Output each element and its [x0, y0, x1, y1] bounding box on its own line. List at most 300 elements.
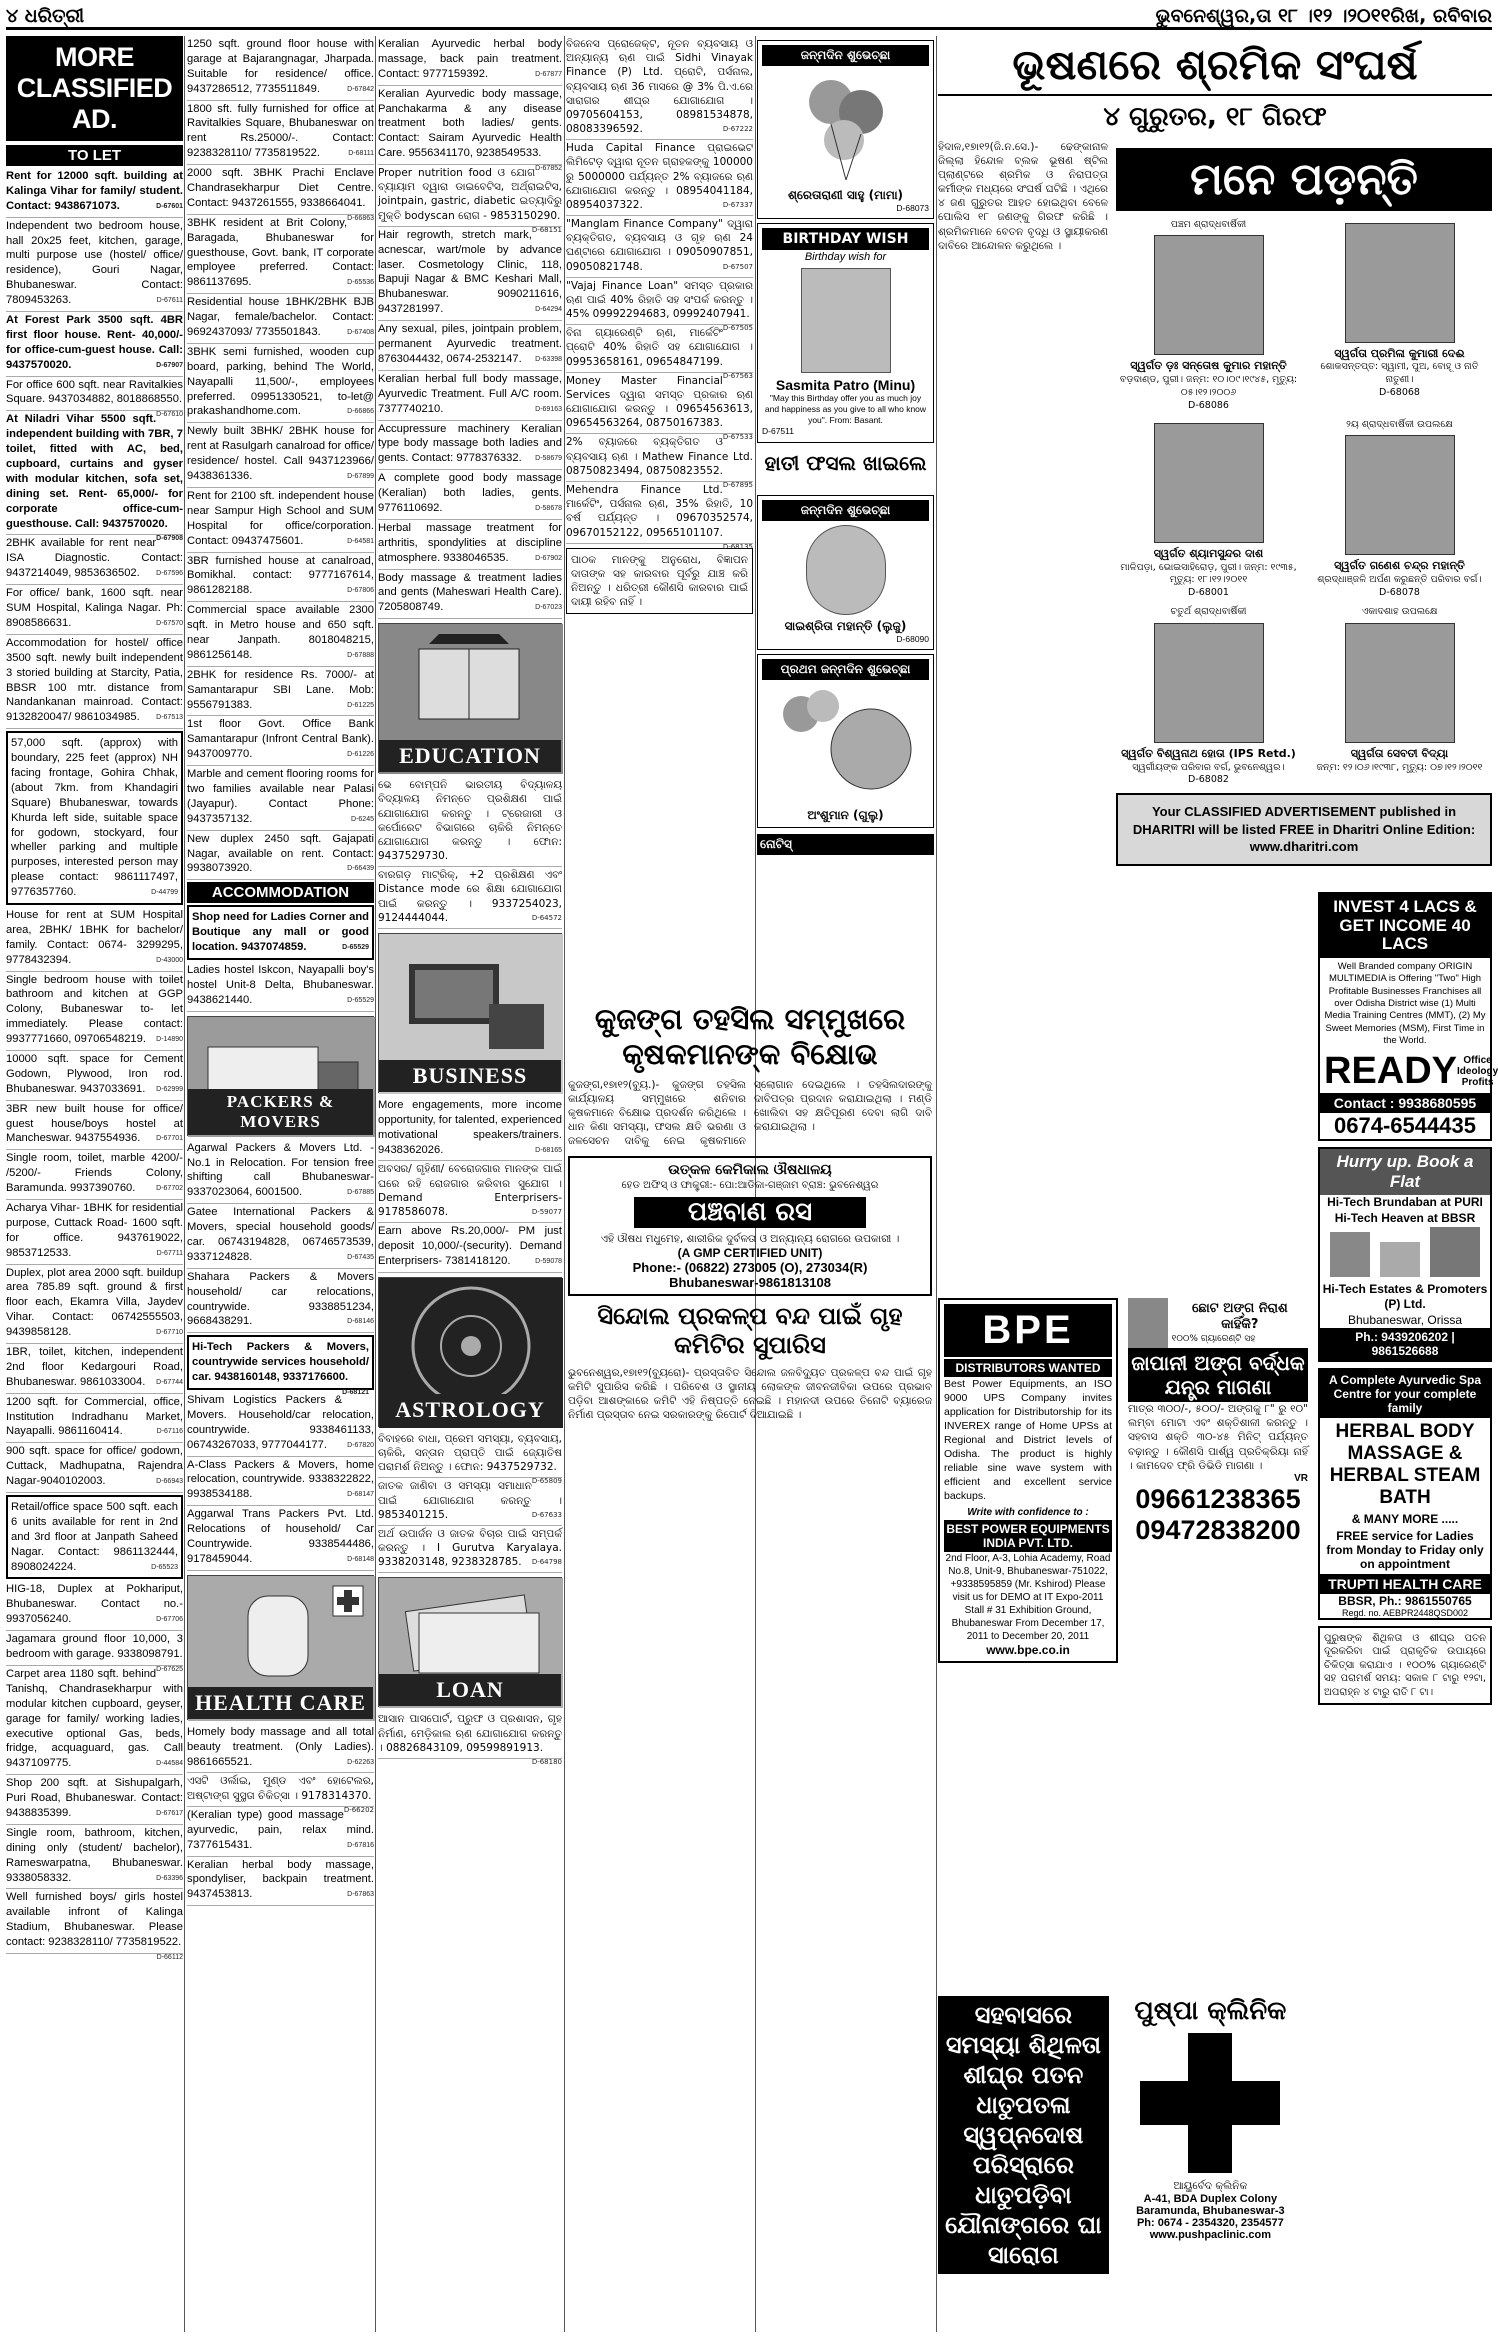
ad-code: D-61226	[347, 751, 374, 759]
clinic-website: www.pushpaclinic.com	[1149, 2229, 1271, 2242]
child-photo	[806, 525, 886, 615]
accommodation-heading: ACCOMMODATION	[187, 882, 374, 903]
obituary-name: ସ୍ୱର୍ଗତ ଡ଼ଃ ସନ୍ତୋଷ କୁମାର ମହାନ୍ତି	[1130, 359, 1287, 373]
column-3	[378, 36, 562, 2332]
ad-code: D-67744	[156, 1378, 183, 1386]
classified-ad	[6, 1265, 183, 1344]
ad-text: ଏସଟି ଓର୍ଲାଇ, ମୁଣ୍ଡ ଏବଂ ହୋଟେଲର, ଅଷ୍ଟାଙ୍ଗ ସୁସ୍ଥତା ଚିକିତ୍ସା । 9178314370.	[187, 1775, 374, 1802]
ad-text: More engagements, more income opportunity, for talented, experienced motivational speakers/trainers. 9438362026.	[378, 1098, 562, 1156]
classified-ad	[566, 140, 753, 216]
packers-ads	[187, 1140, 374, 1334]
ad-text: 2% ବ୍ୟାଜରେ ବ୍ୟକ୍ତିଗତ ଓ ବ୍ୟବସାୟ ଋଣ । Mathew Finance Ltd. 08750823494, 08750823552.	[566, 436, 753, 477]
ad-code: VR	[1294, 1472, 1308, 1484]
obituary-code: D-68001	[1188, 587, 1229, 599]
obituary-name: ସ୍ୱର୍ଗତା ସେବତୀ ବିଦ୍ୟା	[1350, 746, 1449, 760]
bpe-address: 2nd Floor, A-3, Lohia Academy, Road No.8, Unit-9, Bhubaneswar-751022, +9338595859 (Mr. Kshirod) Please visit us for DEMO at IT Expo-2011 Stall # 31 Exhibition Ground, Bhubaneswar From December 17, 2011 to December 20, 2011	[945, 1552, 1111, 1642]
ad-code: D-64572	[531, 913, 562, 922]
pushpa-clinic-ad	[938, 1996, 1308, 2274]
classified-ad	[6, 1825, 183, 1890]
column-1	[6, 36, 183, 2332]
write-to: Write with confidence to :	[967, 1506, 1089, 1518]
astrology-label: ASTROLOGY	[379, 1394, 561, 1426]
ad-text: Carpet area 1180 sqft. behind Tanishq, Chandrasekharpur with modular kitchen cupboard, geyser, garage for family/ working ladies, executive optional Gas, beds, fridge, acquaguard, gas. Call 9437109775.	[6, 1667, 183, 1770]
classified-ad	[378, 867, 562, 929]
ad-text: 10000 sqft. space for Cement Godown, Plywood, Iron rod. Bhubaneswar. 9437033691.	[6, 1052, 183, 1095]
ad-code: D-67513	[156, 714, 183, 722]
ad-code: D-67611	[156, 297, 183, 305]
classified-ad	[378, 1223, 562, 1273]
ad-text: Duplex, plot area 2000 sqft. buildup area 785.89 sqft. ground & first floor each, Ekamra Villa, Jaydev Vihar. Contact: 06742555503, 9439858128.	[6, 1266, 183, 1339]
classified-ad	[187, 1269, 374, 1334]
ad-text: ବିଜନେସ ପ୍ରୋଜେକ୍ଟ, ନୂତନ ବ୍ୟବସାୟ ଓ ଅନ୍ୟାନ୍ୟ ଋଣ ପାଇଁ Sidhi Vinayak Finance (P) Ltd. ପ୍ରୋଟି, ପର୍ସନାଲ, ବ୍ୟବସାୟ ଋଣ 36 ମାସରେ @ 3% ପି.ଏ.ରେ ସାରାଗର ଶୀଘ୍ର ଯୋଗାଯୋଗ । 09705604153, 08981534878, 08083396592.	[566, 38, 753, 136]
classified-ad	[378, 520, 562, 570]
classified-ad	[6, 1344, 183, 1394]
ad-code: D-65529	[347, 996, 374, 1004]
ad-text: ଅର୍ଥ ଉପାର୍ଜନ ଓ ଜାତକ ବିଚାର ପାଇଁ ସମ୍ପର୍କ କରନ୍ତୁ । I Gurutva Karyalaya. 9338203148, 9238328785.	[378, 1527, 562, 1569]
flat-line-1: Hi-Tech Brundaban at PURI	[1327, 1195, 1483, 1210]
ad-code: D-68165	[535, 1146, 562, 1154]
ad-code: D-59077	[531, 1207, 562, 1216]
ad-text: 1st floor Govt. Office Bank Samantarapur (Infront Central Bank). 9437009770.	[187, 718, 374, 761]
birthday-wish-2	[757, 495, 934, 650]
classified-ad	[187, 905, 374, 960]
ad-code: D-68090	[896, 633, 929, 644]
ad-text: For office/ bank, 1600 sqft. near SUM Hospital, Kalinga Nagar. Ph: 8908586631.	[6, 587, 183, 629]
ad-code: D-67711	[156, 1249, 183, 1257]
notice-heading: ନୋଟିସ୍	[757, 834, 934, 855]
ad-text: Rent for 12000 sqft. building at Kalinga Vihar for family/ student. Contact: 9438671073.	[6, 170, 183, 212]
ad-code: D-67895	[722, 480, 753, 489]
packers-ads-2	[187, 1392, 374, 1571]
classified-ad	[6, 1101, 183, 1151]
ad-text: Agarwal Packers & Movers Ltd. - No.1 in Relocation. For tension free shifting call Bhubaneswar- 9337023064, 6001500.	[187, 1141, 374, 1199]
education-banner	[378, 623, 562, 773]
ad-code: D-67222	[722, 125, 753, 134]
reader-notice: ପାଠକ ମାନଙ୍କୁ ଅନୁରୋଧ, ବିଜ୍ଞାପନ ଦାତାଙ୍କ ସହ କାରବାର ପୂର୍ବରୁ ଯାଞ୍ଚ କରି ନିଅନ୍ତୁ । ଧରିତ୍ରୀ କୌଣସି କାରବାର ପାଇଁ ଦାୟୀ ରହିବ ନାହିଁ ।	[566, 548, 753, 615]
obituary-title: ଏକାଦଶାହ ଉପଲକ୍ଷେ	[1361, 605, 1438, 617]
classified-ad	[378, 86, 562, 173]
ad-question: ଛୋଟ ଅଙ୍ଗ ନିରାଶ କାହିଁକି?	[1191, 1301, 1288, 1332]
ad-text: "Manglam Finance Company" ଦ୍ୱାରା ବ୍ୟକ୍ତିଗତ, ବ୍ୟବସାୟ ଓ ଗୃହ ଋଣ 24 ଘଣ୍ଟାରେ ଯୋଗାଯୋଗ । 09050907851, 09050821748.	[566, 218, 753, 273]
ad-text: Single room, toilet, marble 4200/- /5200/- Friends Colony, Baramunda. 9937390760.	[6, 1152, 183, 1195]
obituary-card	[1116, 219, 1301, 413]
portrait-photo	[1345, 435, 1455, 555]
utkal-chemical-ad	[568, 1156, 932, 1296]
ad-text: Ladies hostel Iskcon, Nayapalli boy's hostel Unit-8 Delta, Bhubaneswar. 9438621440.	[187, 963, 374, 1006]
classified-ad	[187, 1457, 374, 1507]
ad-code: D-67702	[156, 1185, 183, 1193]
obituary-title: ଚତୁର୍ଥ ଶ୍ରାଦ୍ଧବାର୍ଷିକୀ	[1170, 605, 1247, 617]
ad-code: D-59078	[535, 1257, 562, 1265]
flat-ad	[1318, 1147, 1492, 1362]
ad-text: Jagamara ground floor 10,000, 3 bedroom with garage. 9338098791.	[6, 1633, 183, 1661]
person-nickname: (Minu)	[873, 377, 916, 394]
ad-code: D-67511	[762, 426, 794, 437]
ad-text: At Forest Park 3500 sqft. 4BR first floor house. Rent- 40,000/- for office-cum-guest house. Call: 9437570020.	[6, 314, 183, 371]
classified-ad	[187, 716, 374, 766]
news-story: ଭୁବନେଶ୍ୱର,୧୭ା୧୨(ବ୍ୟୁରୋ)- ପ୍ରସ୍ତାବିତ ସିନ୍ଦୋଲ ଜଳବିଦ୍ୟୁତ ପ୍ରକଳ୍ପ ବନ୍ଦ ପାଇଁ ଗୃହ କମିଟି ସୁପାରିସ କରିଛି । ପରିବେଶ ଓ ସ୍ଥାନୀୟ ଲୋକଙ୍କ ଜୀବନଜୀବିକା ଉପରେ ପ୍ରଭାବ ପଡ଼ିବା ଆଶଙ୍କାରେ କମିଟି ଏହି ନିଷ୍ପତ୍ତି ନେଇଛି । ମହାନଦୀ ଉପରେ ତିନୋଟି ବ୍ୟାରେଜ ନିର୍ମାଣ ପ୍ରସ୍ତାବ ନେଇ ସରକାରଙ୍କୁ ରିପୋର୍ଟ ଦିଆଯାଇଛି ।	[568, 1366, 932, 1422]
ad-text: Keralian herbal full body massage, Ayurvedic Treatment. Full A/C room. 7377740210.	[378, 372, 562, 415]
phone: Phone:- (06822) 273005 (O), 273034(R)	[632, 1260, 868, 1276]
ad-text: (Keralian type) good massage ayurvedic, pain, relax mind. 7377615431.	[187, 1808, 374, 1851]
ad-text: Aggarwal Trans Packers Pvt. Ltd. Relocations of household/ Car Countrywide. 9338544486, 9178459044.	[187, 1508, 374, 1565]
spa-free-offer: FREE service for Ladies from Monday to Friday only on appointment	[1326, 1528, 1484, 1571]
ad-code: D-67625	[156, 1665, 183, 1673]
classified-ad	[187, 1506, 374, 1571]
classified-ad	[187, 1773, 374, 1814]
portrait-photo	[1154, 623, 1264, 743]
classified-ad	[6, 312, 183, 377]
dateline: ଭୁବନେଶ୍ୱର,ତା ୧୮ ।୧୨ ।୨୦୧୧ରିଖ, ରବିବାର	[1155, 4, 1492, 27]
ad-text: Keralian Ayurvedic body massage, Panchakarma & any disease treatment both ladies/ gents. Contact: Sairam Ayurvedic Health Care. 9556341170, 9238549533.	[378, 87, 562, 160]
classified-ad	[187, 602, 374, 667]
classified-ad	[187, 1392, 374, 1457]
clinic-type: ଆୟୁର୍ବେଦ କ୍ଲିନିକ	[1173, 2180, 1248, 2193]
spa-services: HERBAL BODY MASSAGE & HERBAL STEAM BATH	[1329, 1421, 1481, 1508]
obituary-card	[1307, 606, 1492, 787]
ad-text: 2BHK available for rent near ISA Diagnostic. Contact: 9437214049, 9853636502.	[6, 537, 183, 580]
classified-ad	[6, 731, 183, 905]
ad-code: D-67863	[347, 1891, 374, 1899]
ad-text: Commercial space available 2300 sqft. in Metro house and 650 sqft. near Janpath. 8018048215, 9861256148.	[187, 604, 374, 661]
news-headline: କୁଜଙ୍ଗ ତହସିଲ ସମ୍ମୁଖରେ କୃଷକମାନଙ୍କ ବିକ୍ଷୋଭ	[594, 1002, 906, 1071]
wish-title: ଜନ୍ମଦିନ ଶୁଭେଚ୍ଛା	[762, 500, 929, 521]
ad-code: D-67852	[535, 165, 562, 173]
classified-ad	[187, 1204, 374, 1269]
lead-subheadline: ୪ ଗୁରୁତର, ୧୮ ଗିରଫ	[1103, 102, 1327, 133]
spa-name: TRUPTI HEALTH CARE	[1320, 1574, 1490, 1594]
ad-text: Gatee International Packers & Movers, special household goods/ car. 06743194828, 06746573539, 9337124828.	[187, 1206, 374, 1263]
obituary-card	[1116, 606, 1301, 787]
obituary-text: ମାଳିପଡ଼ା, ଭୋଇସାହିରୋଡ଼, ପୁରୀ। ଜନ୍ମ: ୧୯୩୫, ମୃତ୍ୟୁ: ୧୮।୧୨।୨୦୧୧	[1120, 561, 1297, 586]
classified-ad	[187, 165, 374, 222]
column-rule	[564, 36, 565, 2332]
loan-banner	[378, 1577, 562, 1707]
ad-text: ଜାତକ ଜାଣିବା ଓ ସମସ୍ୟା ସମାଧାନ ପାଇଁ ଯୋଗାଯୋଗ କରନ୍ତୁ । 9853401215.	[378, 1480, 562, 1521]
product-photo	[1128, 1298, 1168, 1348]
ad-code: D-67408	[347, 329, 374, 337]
ad-code: D-44799	[151, 889, 178, 897]
spa-heading: A Complete Ayurvedic Spa Centre for your complete family	[1320, 1370, 1490, 1418]
ad-code: D-62263	[347, 1758, 374, 1766]
ad-text: 57,000 sqft. (approx) with boundary, 225 feet (approx) NH facing frontage, Gohira Chhak, (about 7km. from Khandagiri Square) Bhubaneswar, towards Khurda left side, suitable space for godown, stockyard, four wheller parking and multiple purposes, interested person may please contact: 9861117497, 9776357760.	[11, 737, 178, 899]
classified-ad	[187, 667, 374, 717]
ad-code: D-61225	[347, 701, 374, 709]
ad-code: D-66439	[347, 865, 374, 873]
ad-text: Acharya Vihar- 1BHK for residential purpose, Cuttack Road- 1600 sqft. for office. 9437619022, 9853712533.	[6, 1202, 183, 1259]
ad-code: D-69163	[535, 405, 562, 413]
lead-story: ହିଦାଳ,୧୭ା୧୨(ଜି.ନ.ସେ.)- ଢେଙ୍କାନାଳ ଜିଲ୍ଲା ହିନ୍ଦୋଳ ବ୍ଲକ ଭୂଷଣ ଷ୍ଟିଲ ପ୍ଲାଣ୍ଟରେ ଶ୍ରମିକ ଓ ନିରାପତ୍ତା କର୍ମୀଙ୍କ ମଧ୍ୟରେ ସଂଘର୍ଷ ଘଟିଛି । ଏଥିରେ ୪ ଜଣ ଗୁରୁତର ଆହତ ହୋଇଥିବା ବେଳେ ପୋଲିସ ୧୮ ଜଣଙ୍କୁ ଗିରଫ କରିଛି । ଶ୍ରମିକମାନେ ବେତନ ବୃଦ୍ଧି ଓ ସ୍ଥାୟୀକରଣ ଦାବିରେ ଆନ୍ଦୋଳନ କରୁଥିଲେ ।	[938, 140, 1108, 252]
obituary-text: ଶୋକସନ୍ତପ୍ତ: ସ୍ୱାମୀ, ପୁଅ, ବୋହୂ ଓ ନାତି ନାତୁଣୀ।	[1320, 361, 1479, 386]
ad-code: D-67888	[347, 651, 374, 659]
ad-code: D-6245	[351, 815, 374, 823]
classified-ad	[378, 1161, 562, 1223]
ad-code: D-67710	[156, 1329, 183, 1337]
obituary-text: ଜନ୍ମ: ୧୨।୦୬।୧୯୩୮, ମୃତ୍ୟୁ: ୦୭।୧୨।୨୦୧୧	[1316, 761, 1483, 773]
ad-text: Homely body massage and all total beauty treatment. (Only Ladies). 9861665521.	[187, 1725, 374, 1768]
classified-ad	[378, 570, 562, 620]
ad-text: Shop 200 sqft. at Sishupalgarh, Puri Road, Bhubaneswar. Contact: 9438835399.	[6, 1777, 183, 1819]
business-label: BUSINESS	[379, 1060, 561, 1092]
ad-text: Rent for 2100 sft. independent house near Sampur High School and SUM Hospital for office/corporation. Contact: 09437475601.	[187, 489, 374, 547]
classified-ad	[378, 371, 562, 421]
ad-code: D-65529	[342, 944, 369, 952]
portrait-photo	[801, 268, 891, 373]
invest-heading: INVEST 4 LACS & GET INCOME 40 LACS	[1320, 894, 1490, 958]
ad-body: ମାତ୍ର ୩୦୦/-, ୫୦୦/- ଅଙ୍ଗକୁ ୮" ରୁ ୧୦" ଲମ୍ବା ମୋଟା ଏବଂ ଶକ୍ତିଶାଳୀ କରନ୍ତୁ । ସହବାସ ଶକ୍ତି ୩୦-୪୫ ମିନିଟ୍ ପର୍ଯ୍ୟନ୍ତ ବଢ଼ାନ୍ତୁ । କୌଣସି ପାର୍ଶ୍ୱ ପ୍ରତିକ୍ରିୟା ନାହିଁ । କାମଦେବ ଫ୍ରି ଡିଭିଡି ମାଗଣା ।	[1128, 1403, 1308, 1472]
ad-text: Shivam Logistics Packers & Movers. Household/car relocation, countrywide. 9338461133, 06743267033, 9777044177.	[187, 1394, 374, 1451]
classified-ad	[6, 635, 183, 729]
portrait-photo	[1345, 223, 1455, 343]
classified-ad	[378, 165, 562, 234]
ad-text: Body massage & treatment ladies and gents (Maheswari Health Care). 7205808749.	[378, 571, 562, 614]
classified-ad	[6, 1889, 183, 1961]
ad-code: D-64294	[535, 306, 562, 314]
classified-ad	[187, 1140, 374, 1205]
portrait-photo	[1345, 623, 1455, 743]
health-ads	[187, 1724, 374, 1906]
business-banner	[378, 933, 562, 1093]
lower-news-block	[568, 1002, 932, 2332]
birthday-wish-sasmita	[757, 223, 934, 442]
obituary-title: ପଞ୍ଚମ ଶ୍ରାଦ୍ଧବାର୍ଷିକୀ	[1170, 218, 1247, 230]
phone-2: 09472838200	[1135, 1514, 1301, 1545]
ad-text: Proper nutrition food ଓ ଯୋଗ ବ୍ୟାୟାମ ଦ୍ୱାରା ଡାଇବେଟିସ, ଅର୍ଥ୍ରାଇଟିସ, jointpain, gastric, diabetic ଇତ୍ୟାଦିରୁ ମୁକ୍ତି bodyscan ରୋଗ - 9853150290.	[378, 167, 562, 222]
ad-text: For office 600 sqft. near Ravitalkies Square. 9437034882, 8018868550.	[6, 378, 183, 406]
remembrance-heading: ମନେ ପଡ଼ନ୍ତି	[1116, 148, 1492, 211]
product-name: ପଞ୍ଚବାଣ ରସ	[634, 1197, 866, 1228]
medical-cross-icon	[1140, 2033, 1280, 2173]
classified-ad	[187, 423, 374, 488]
astrology-ads	[378, 1431, 562, 1574]
ad-code: D-62999	[156, 1085, 183, 1093]
ad-text: House for rent at SUM Hospital area, 2BHK/ 1BHK for bachelor/ family. Contact: 0674- 3299295, 9778432394.	[6, 908, 183, 966]
ayurvedic-spa-ad	[1318, 1368, 1492, 1619]
classified-ad	[187, 766, 374, 831]
ad-code: D-67633	[531, 1510, 562, 1519]
bpe-website: www.bpe.co.in	[986, 1642, 1070, 1657]
page-header	[6, 4, 1492, 30]
distributors-wanted: DISTRIBUTORS WANTED	[944, 1359, 1112, 1377]
ad-text: Newly built 3BHK/ 2BHK house for rent at Rasulgarh canalroad for office/ residence/ hostel. Call 9437123966/ 9438361336.	[187, 425, 374, 483]
right-ads-stack	[1318, 886, 1498, 1705]
wish-subtitle: Birthday wish for	[804, 251, 887, 264]
ad-code: D-64798	[531, 1558, 562, 1567]
ad-code: D-67902	[535, 554, 562, 562]
ad-code: D-67908	[156, 535, 183, 543]
obituary-card	[1307, 219, 1492, 413]
classified-ad	[378, 1097, 562, 1162]
ad-text: 3BR furnished house at canalroad, Bomikhal. contact: 9777167614, 9861282188.	[187, 554, 374, 597]
obituary-text: ସ୍ୱର୍ଗୀୟଙ୍କ ପରିବାର ବର୍ଗ, ଭୁବନେଶ୍ୱର।	[1132, 761, 1285, 773]
ad-text: Herbal massage treatment for arthritis, spondylities at discipline atmosphere. 9338046535.	[378, 521, 562, 564]
packers-label: PACKERS & MOVERS	[188, 1089, 373, 1135]
ad-code: D-67816	[347, 1841, 374, 1849]
classified-ad	[6, 907, 183, 972]
birthday-wish-1	[757, 40, 934, 219]
ad-text: Shop need for Ladies Corner and Boutique any mall or good location. 9437074859.	[192, 911, 369, 954]
astrology-banner	[378, 1277, 562, 1427]
to-let-ads	[6, 168, 183, 1961]
classified-ad	[187, 36, 374, 101]
ad-subheading: ହେଡ ଅଫିସ୍ ଓ ଫାକ୍ଟ୍ରୀ:- ପୋ:ଆଡିକା-ଗଞ୍ଜାମ ବ୍ରାଞ୍ଚ: ଭୁବନେଶ୍ୱର	[621, 1180, 879, 1192]
ad-code: D-67877	[535, 70, 562, 78]
ad-code: D-63398	[535, 355, 562, 363]
clinic-phone: Ph: 0674 - 2354320, 2354577	[1136, 2217, 1284, 2230]
classified-ad	[6, 377, 183, 419]
classified-ad	[6, 411, 183, 543]
ad-code: D-64581	[347, 537, 374, 545]
column-2	[187, 36, 374, 2332]
invest-contact: Contact : 9938680595	[1320, 1093, 1490, 1113]
ad-text: Keralian herbal body massage, spondyliser, backpain treatment. 9437453813.	[187, 1858, 374, 1901]
classified-ad	[378, 36, 562, 86]
portrait-photo	[1154, 235, 1264, 355]
first-birthday-wish	[757, 654, 934, 828]
obituary-card	[1307, 419, 1492, 600]
health-ads-continued	[378, 36, 562, 619]
flat-line-2: Hi-Tech Heaven at BBSR	[1334, 1211, 1476, 1226]
classified-ad	[566, 36, 753, 140]
ad-code: D-67505	[722, 324, 753, 333]
ad-code: D-67116	[156, 1428, 183, 1436]
classified-ad	[6, 1443, 183, 1493]
business-ads	[378, 1097, 562, 1273]
classified-ad	[6, 1581, 183, 1631]
ad-code: D-66943	[156, 1478, 183, 1486]
ad-heading: ଜାପାନୀ ଅଙ୍ଗ ବର୍ଦ୍ଧକ ଯନ୍ତ୍ର ମାଗଣା	[1128, 1348, 1308, 1402]
page-number: ୪ ଧରିତ୍ରୀ	[6, 4, 85, 27]
ad-code: D-67617	[156, 1809, 183, 1817]
classified-ad	[6, 168, 183, 218]
classified-ad	[566, 278, 753, 333]
classified-ad	[6, 1495, 183, 1579]
classified-ad	[187, 488, 374, 553]
column-rule	[936, 36, 937, 2332]
ad-code: D-67907	[156, 361, 183, 369]
column-rule	[184, 36, 185, 2332]
ad-text: 900 sqft. space for office/ godown, Cuttack, Madhupatna, Rajendra Nagar-9040102003.	[6, 1445, 183, 1488]
to-let-heading: TO LET	[6, 145, 183, 166]
ad-text: New duplex 2450 sqft. Gajapati Nagar, available on rent. Contact: 9938073920.	[187, 832, 374, 875]
classified-ad	[187, 344, 374, 423]
classified-ad	[6, 1200, 183, 1265]
accommodation-ads	[187, 962, 374, 1012]
classified-ad	[187, 1335, 374, 1397]
ad-text: Single room, bathroom, kitchen, dining only (student/ bachelor), Rameswarpatna, Bhubaneswar. 9338058332.	[6, 1826, 183, 1884]
ad-text: Well furnished boys/ girls hostel available infront of Kalinga Stadium, Bhubaneswar. Please contact: 9238328110/ 7735819522.	[6, 1891, 183, 1949]
classified-ad	[378, 1711, 562, 1766]
invest-body: Well Branded company ORIGIN MULTIMEDIA is Offering "Two" High Profitable Businesses Franchises all over Odisha District wise (1) Multi Media Training Centres (MMT), (2) My Sweet Memories (MSM), First Time in the World.	[1324, 961, 1486, 1047]
ad-text: Earn above Rs.20,000/- PM just deposit 10,000/-(security). Demand Enterprisers- 7381418120.	[378, 1225, 562, 1267]
ad-code: D-67806	[347, 587, 374, 595]
ad-text: "Vajaj Finance Loan" ସମସ୍ତ ପ୍ରକାର ଋଣ ପାଇଁ 40% ରିହାତି ସହ ସଂପର୍କ କରନ୍ତୁ । 45% 09992294683, 09992407941.	[566, 279, 753, 321]
classified-ad	[187, 831, 374, 881]
ad-text: 3BR new built house for office/ guest house/boys hostel at Mancheswar. 9437554936.	[6, 1102, 183, 1145]
ad-text: ଅବସର/ ଗୃହିଣୀ/ ବେରୋଜଗାର ମାନଙ୍କ ପାଇଁ ଘରେ ରହି ରୋଜଗାର କରିବାର ସୁଯୋଗ । Demand Enterprisers-9178586078.	[378, 1163, 562, 1218]
company-name: Hi-Tech Estates & Promoters (P) Ltd.	[1322, 1281, 1488, 1312]
ad-code: D-67023	[535, 604, 562, 612]
ad-text: Hi-Tech Packers & Movers, countrywide services household/ car. 9438160148, 9337176600.	[192, 1341, 369, 1384]
classified-ad	[378, 1526, 562, 1574]
ad-text: Keralian Ayurvedic herbal body massage, back pain treatment. Contact: 9777159392.	[378, 38, 562, 80]
ad-text: Single bedroom house with toilet bathroom and kitchen at GGP Colony, Bubaneswar to- let immediately. Please contact: 9937771660, 09706548219.	[6, 973, 183, 1046]
ad-code: D-58678	[535, 504, 562, 512]
ad-text: Accupressure machinery Keralian type body massage both ladies and gents. Contact: 9778376332.	[378, 422, 562, 465]
ad-text: Mehendra Finance Ltd. ମାର୍କେଟିଂ, ପର୍ସନାଲ ଋଣ, 35% ରିହାତି, 10 ବର୍ଷ ପର୍ଯ୍ୟନ୍ତ । 09670352574, 09670152122, 09565101107.	[566, 483, 753, 539]
classified-ad	[6, 1150, 183, 1200]
news-story: କୁଜଙ୍ଗ,୧୭ା୧୨(ବ୍ୟୁ.)- କୁଜଙ୍ଗ ତହସିଲ କାର୍ଯ୍ୟାଳୟ ସମ୍ମୁଖରେ ଶନିବାର କୃଷକମାନେ ବିକ୍ଷୋଭ ପ୍ରଦର୍ଶନ କରିଥିଲେ । ଧାନ କିଣା ସମସ୍ୟା, ଫସଲ କ୍ଷତି ଭରଣା ଓ ଜଳସେଚନ ଦାବିକୁ ନେଇ କୃଷକମାନେ ସ୍ଲୋଗାନ ଦେଇଥିଲେ । ତହସିଲଦାରଙ୍କୁ ଦାବିପତ୍ର ପ୍ରଦାନ କରାଯାଇଥିଲା । ମଣ୍ଡି ଖୋଲିବା ସହ କ୍ଷତିପୂରଣ ଦେବା ଲାଗି ଦାବି କରାଯାଇଥିଲା ।	[568, 1078, 932, 1148]
certification: (A GMP CERTIFIED UNIT)	[677, 1246, 823, 1261]
ad-code: D-67820	[347, 1441, 374, 1449]
classified-ad	[378, 321, 562, 371]
ad-text: ବିବାହରେ ବାଧା, ପ୍ରେମ ସମସ୍ୟା, ବ୍ୟବସାୟ, ଚାକିରି, ସନ୍ତାନ ପ୍ରାପ୍ତି ପାଇଁ ଜ୍ୟୋତିଷ ପରାମର୍ଶ ନିଅନ୍ତୁ । ଫୋନ: 9437529732.	[378, 1432, 562, 1474]
ready-logo: READY	[1324, 1050, 1458, 1093]
obituary-code: D-68082	[1188, 774, 1229, 786]
ad-code: D-63396	[156, 1874, 183, 1882]
education-label: EDUCATION	[379, 740, 561, 772]
ready-tagline: Office Ideology Profits	[1457, 1055, 1498, 1089]
classified-ad	[187, 215, 374, 294]
ad-code: D-14890	[156, 1036, 183, 1044]
obituary-name: ସ୍ୱର୍ଗତା ପ୍ରମିଳା କୁମାରୀ ଦେଈ	[1334, 346, 1465, 360]
classified-ad	[187, 1724, 374, 1774]
ad-code: D-68111	[348, 150, 374, 158]
ad-code: D-66866	[347, 408, 374, 416]
ad-code: D-67601	[156, 202, 183, 210]
person-name: Sasmita Patro	[775, 377, 870, 394]
clinic-name: ପୁଷ୍ପା କ୍ଲିନିକ	[1134, 1996, 1287, 2026]
child-name: ସାଇଶ୍ରିତା ମହାନ୍ତି (ଲୁଜୁ)	[784, 618, 907, 633]
ad-code: D-67563	[722, 371, 753, 380]
loan-label: LOAN	[379, 1674, 561, 1706]
ad-code: D-67570	[156, 619, 183, 627]
ad-code: D-68147	[347, 1491, 374, 1499]
obituary-card	[1116, 419, 1301, 600]
classified-ad: ଭେ ବୋମ୍ପନି ଭାରତୀୟ ବିଦ୍ୟାଳୟ ବିଦ୍ୟାଳୟ ନିମନ୍ତେ ପ୍ରଶିକ୍ଷଣ ପାଇଁ ଯୋଗାଯୋଗ କରନ୍ତୁ । ଟ୍ରେଜାରୀ ଓ କର୍ପୋରେଟ ବିଭାଗରେ ଚାକିରି ନିମନ୍ତେ ଯୋଗାଯୋଗ କରନ୍ତୁ । ଫୋନ: 9437529730.	[378, 777, 562, 867]
classified-ad	[6, 972, 183, 1051]
ad-code: D-67842	[347, 85, 374, 93]
classified-ad	[187, 1857, 374, 1907]
ad-text: 3BHK resident at Brit Colony, Baragada, Bhubaneswar for guesthouse, Govt. bank, IT corporate employee preferred. Contact: 9861137695.	[187, 216, 374, 289]
wish-title: ପ୍ରଥମ ଜନ୍ମଦିନ ଶୁଭେଚ୍ଛା	[762, 659, 929, 680]
ad-text: Huda Capital Finance ପ୍ରାଇଭେଟ ଲିମିଟେଡ଼ ଦ୍ୱାରା ନୂତନ ଗ୍ରାହକଙ୍କୁ 100000 ରୁ 5000000 ପର୍ଯ୍ୟନ୍ତ 2% ବ୍ୟାଜରେ ଋଣ ଯୋଗାଯୋଗ କରନ୍ତୁ । 08954041184, 08954037322.	[566, 142, 753, 211]
classified-ad	[566, 373, 753, 442]
ad-code: D-43000	[156, 956, 183, 964]
ad-text: Marble and cement flooring rooms for two families available near Palasi (Jayapur). Contact Phone: 9437357132.	[187, 768, 374, 825]
ad-code: D-65536	[347, 279, 374, 287]
obituary-title: ୨ୟ ଶ୍ରାଦ୍ଧବାର୍ଷିକୀ ଉପଲକ୍ଷେ	[1346, 418, 1453, 430]
ad-text: Retail/office space 500 sqft. each 6 units available for rent in 2nd and 3rd floor at Janpath Saheed Nagar. Contact: 9861132444, 8908024224.	[11, 1501, 178, 1573]
classified-ad	[6, 1051, 183, 1101]
ad-text: 1250 sqft. ground floor house with garage at Bajarangnagar, Jharpada. Suitable for residence/ office. 9437286512, 7735511849.	[187, 38, 374, 95]
health-label: HEALTH CARE	[188, 1687, 373, 1719]
ad-text: ବାରଗଡ଼ ମାଟ୍ରିକ୍, +2 ପ୍ରଶିକ୍ଷଣ ଏବଂ Distance mode ରେ ଶିକ୍ଷା ଯୋଗାଯୋଗ ପାଇଁ କରନ୍ତୁ । 9337254023, 9124444044.	[378, 869, 562, 924]
obituary-code: D-68068	[1379, 387, 1420, 399]
child-name: ଅଂଶୁମାନ (ଗୁଲୁ)	[807, 807, 884, 822]
invest-ad	[1318, 892, 1498, 1141]
column-rule	[375, 36, 376, 2332]
wish-message: "May this Birthday offer you as much joy and happiness as you give to all who know you". From: Basant.	[764, 393, 927, 426]
company-city: Bhubaneswar, Orissa	[1347, 1312, 1463, 1327]
ad-code: D-67596	[156, 570, 183, 578]
product-desc: ଏହି ଔଷଧ ମଧୁମେହ, ଶାରୀରିକ ଦୁର୍ବଳତା ଓ ଅନ୍ୟାନ୍ୟ ରୋଗରେ ଉପକାରୀ ।	[600, 1232, 900, 1245]
classified-ad	[378, 470, 562, 520]
ad-code: D-65523	[151, 1563, 178, 1571]
ad-code: D-67706	[156, 1616, 183, 1624]
ad-code: D-66112	[156, 1953, 183, 1961]
ad-code: D-68148	[347, 1555, 374, 1563]
